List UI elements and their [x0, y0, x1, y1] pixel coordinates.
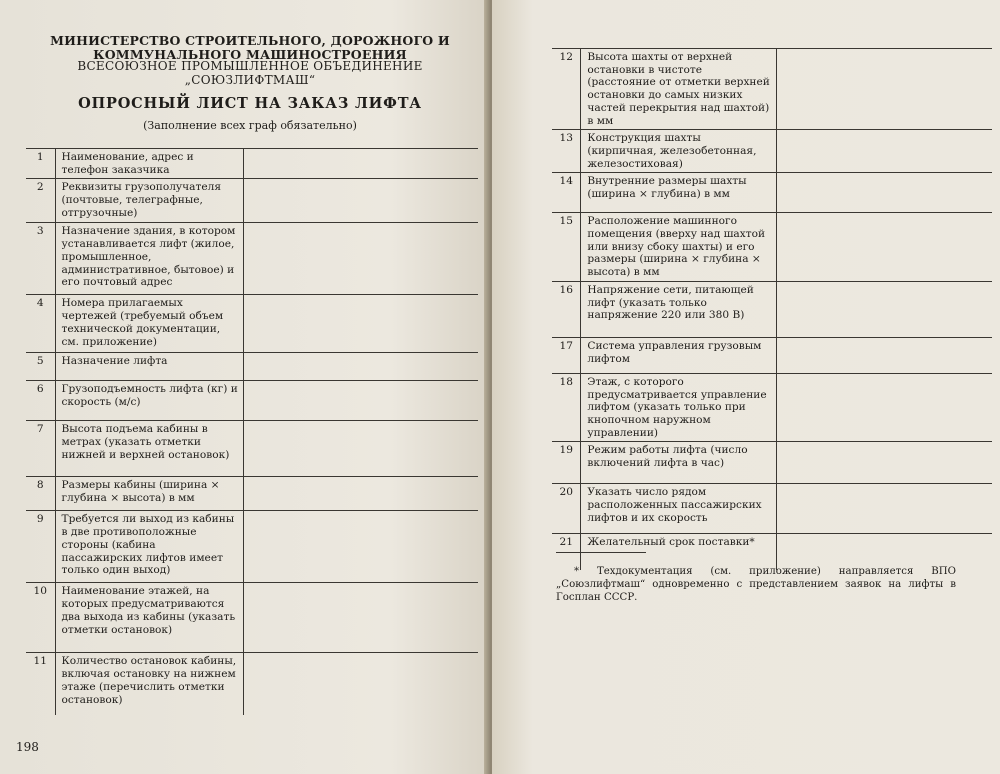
row-label: Высота шахты от верхней остановки в чистоте (расстояние от отметки верхней остановки до самых низких частей перекрытия над шахтой) в мм — [581, 49, 777, 130]
row-label: Назначение здания, в котором устанавливается лифт (жилое, промышленное, административное, бытовое) и его почтовый адрес — [55, 223, 243, 295]
answer-field[interactable] — [243, 179, 478, 223]
row-number: 9 — [26, 511, 55, 583]
table-row — [552, 442, 992, 484]
table-row — [552, 484, 992, 534]
row-number: 20 — [552, 484, 581, 534]
row-label: Количество остановок кабины, включая остановку на нижнем этаже (перечислить отметки остановок) — [55, 653, 243, 715]
answer-field[interactable] — [777, 213, 992, 282]
questionnaire-table-right — [552, 48, 992, 570]
row-number: 21 — [552, 534, 581, 570]
answer-field[interactable] — [243, 583, 478, 653]
form-subtitle: (Заполнение всех граф обязательно) — [143, 119, 357, 132]
row-label: Расположение машинного помещения (вверху над шахтой или внизу сбоку шахты) и его размеры (ширина × глубина × высота) в мм — [581, 213, 777, 282]
answer-field[interactable] — [777, 337, 992, 373]
row-label: Требуется ли выход из кабины в две противоположные стороны (кабина пассажирских лифтов имеет только один выход) — [55, 511, 243, 583]
row-label: Номера прилагаемых чертежей (требуемый объем технической документации, см. приложение) — [55, 295, 243, 353]
row-label: Этаж, с которого предусматривается управление лифтом (указать только при кнопочном наружном управлении) — [581, 373, 777, 442]
row-label: Напряжение сети, питающей лифт (указать только напряжение 220 или 380 В) — [581, 281, 777, 337]
row-number: 10 — [26, 583, 55, 653]
row-number: 7 — [26, 421, 55, 477]
questionnaire-table-left — [26, 148, 478, 715]
table-row — [26, 149, 478, 179]
table-row — [26, 511, 478, 583]
row-label: Система управления грузовым лифтом — [581, 337, 777, 373]
row-number: 11 — [26, 653, 55, 715]
table-row — [552, 213, 992, 282]
row-number: 2 — [26, 179, 55, 223]
answer-field[interactable] — [777, 173, 992, 213]
answer-field[interactable] — [777, 130, 992, 173]
row-number: 5 — [26, 353, 55, 381]
row-number: 8 — [26, 477, 55, 511]
row-label: Режим работы лифта (число включений лифта в час) — [581, 442, 777, 484]
answer-field[interactable] — [777, 49, 992, 130]
row-label: Реквизиты грузополучателя (почтовые, телеграфные, отгрузочные) — [55, 179, 243, 223]
answer-field[interactable] — [243, 295, 478, 353]
footnote-rule — [556, 552, 646, 553]
table-row — [26, 583, 478, 653]
table-row — [552, 373, 992, 442]
table-row — [552, 337, 992, 373]
table-row — [26, 179, 478, 223]
answer-field[interactable] — [243, 381, 478, 421]
row-number: 4 — [26, 295, 55, 353]
answer-field[interactable] — [777, 373, 992, 442]
form-title: ОПРОСНЫЙ ЛИСТ НА ЗАКАЗ ЛИФТА — [78, 95, 422, 112]
row-number: 19 — [552, 442, 581, 484]
table-row — [26, 223, 478, 295]
row-label: Желательный срок поставки* — [581, 534, 777, 570]
row-number: 3 — [26, 223, 55, 295]
answer-field[interactable] — [243, 223, 478, 295]
answer-field[interactable] — [243, 511, 478, 583]
left-page — [0, 0, 488, 774]
answer-field[interactable] — [243, 653, 478, 715]
footnote: * Техдокументация (см. приложение) направляется ВПО „Союзлифтмаш“ одновременно с представлением заявок на лифты в Госплан СССР. — [556, 566, 956, 603]
answer-field[interactable] — [777, 281, 992, 337]
row-number: 16 — [552, 281, 581, 337]
answer-field[interactable] — [777, 442, 992, 484]
answer-field[interactable] — [777, 484, 992, 534]
answer-field[interactable] — [243, 421, 478, 477]
table-row — [552, 281, 992, 337]
answer-field[interactable] — [777, 534, 992, 570]
answer-field[interactable] — [243, 477, 478, 511]
row-number: 18 — [552, 373, 581, 442]
row-number: 17 — [552, 337, 581, 373]
row-label: Наименование этажей, на которых предусматриваются два выхода из кабины (указать отметки остановок) — [55, 583, 243, 653]
row-number: 1 — [26, 149, 55, 179]
table-row — [26, 477, 478, 511]
answer-field[interactable] — [243, 353, 478, 381]
row-label: Грузоподъемность лифта (кг) и скорость (м/с) — [55, 381, 243, 421]
table-row — [552, 49, 992, 130]
table-row — [552, 173, 992, 213]
row-number: 12 — [552, 49, 581, 130]
association-heading: ВСЕСОЮЗНОЕ ПРОМЫШЛЕННОЕ ОБЪЕДИНЕНИЕ „СОЮЗЛИФТМАШ“ — [77, 59, 423, 87]
row-label: Конструкция шахты (кирпичная, железобетонная, железостиховая) — [581, 130, 777, 173]
page-number: 198 — [16, 740, 39, 754]
row-label: Наименование, адрес и телефон заказчика — [55, 149, 243, 179]
row-number: 13 — [552, 130, 581, 173]
row-label: Внутренние размеры шахты (ширина × глубина) в мм — [581, 173, 777, 213]
row-label: Указать число рядом расположенных пассажирских лифтов и их скорость — [581, 484, 777, 534]
row-number: 15 — [552, 213, 581, 282]
row-label: Назначение лифта — [55, 353, 243, 381]
row-number: 6 — [26, 381, 55, 421]
right-page — [492, 0, 1000, 774]
row-label: Размеры кабины (ширина × глубина × высота) в мм — [55, 477, 243, 511]
answer-field[interactable] — [243, 149, 478, 179]
row-label: Высота подъема кабины в метрах (указать отметки нижней и верхней остановок) — [55, 421, 243, 477]
row-number: 14 — [552, 173, 581, 213]
table-row — [26, 653, 478, 715]
ministry-heading: МИНИСТЕРСТВО СТРОИТЕЛЬНОГО, ДОРОЖНОГО И КОММУНАЛЬНОГО МАШИНОСТРОЕНИЯ — [50, 33, 450, 63]
table-row — [552, 130, 992, 173]
table-row — [26, 295, 478, 353]
table-row — [26, 421, 478, 477]
table-row — [26, 381, 478, 421]
table-row — [26, 353, 478, 381]
